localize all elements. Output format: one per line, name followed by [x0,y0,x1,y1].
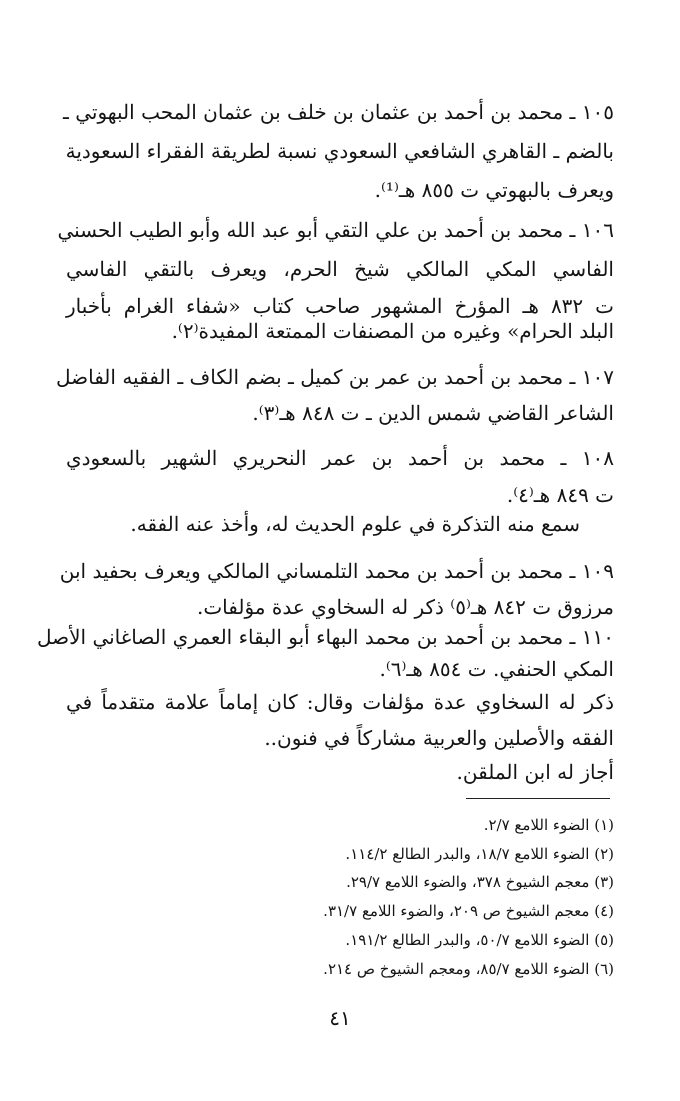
entry-105-line-3: ويعرف بالبهوتي ت ٨٥٥ هـ⁽¹⁾. [374,178,614,202]
entry-108-note: سمع منه التذكرة في علوم الحديث له، وأخذ عنه الفقه. [130,512,580,536]
entry-110-note-line-2: الفقه والأصلين والعربية مشاركاً في فنون.. [264,726,614,750]
entry-107-line-1: ١٠٧ ـ محمد بن أحمد بن عمر بن كميل ـ بضم الكاف ـ الفقيه الفاضل [55,365,614,389]
entry-109-line-1: ١٠٩ ـ محمد بن أحمد بن محمد التلمساني المالكي ويعرف بحفيد ابن [59,559,614,583]
entry-109-line-2: مرزوق ت ٨٤٢ هـ⁽٥⁾ ذكر له السخاوي عدة مؤلفات. [196,595,614,619]
footnote-6: (٦) الضوء اللامع ٨٥/٧، ومعجم الشيوخ ص ٢١٤. [323,960,614,978]
entry-105-line-1: ١٠٥ ـ محمد بن أحمد بن عثمان بن خلف بن عثمان المحب البهوتي ـ [63,100,614,124]
entry-106-line-1: ١٠٦ ـ محمد بن أحمد بن علي التقي أبو عبد الله وأبو الطيب الحسني [57,218,614,242]
footnote-5: (٥) الضوء اللامع ٥٠/٧، والبدر الطالع ١٩١/٢. [345,931,614,949]
footnote-1: (١) الضوء اللامع ٢/٧. [483,816,614,834]
entry-110-line-1: ١١٠ ـ محمد بن أحمد بن محمد البهاء أبو البقاء العمري الصاغاني الأصل [37,625,614,649]
footnote-2: (٢) الضوء اللامع ١٨/٧، والبدر الطالع ١١٤/٢. [345,845,614,863]
entry-110-note-line-3: أجاز له ابن الملقن. [456,760,614,784]
page-number: ٤١ [329,1006,351,1030]
entry-106-line-3: ت ٨٣٢ هـ المؤرخ المشهور صاحب كتاب «شفاء الغرام بأخبار [66,294,614,318]
entry-106-line-2: الفاسي المكي المالكي شيخ الحرم، ويعرف بالتقي الفاسي [66,257,614,281]
entry-108-line-2: ت ٨٤٩ هـ⁽٤⁾. [506,483,614,507]
entry-110-line-2: المكي الحنفي. ت ٨٥٤ هـ⁽٦⁾. [379,657,614,681]
entry-106-line-4: البلد الحرام» وغيره من المصنفات الممتعة المفيدة⁽٢⁾. [171,319,614,343]
footnote-4: (٤) معجم الشيوخ ص ٢٠٩، والضوء اللامع ٣١/٧. [323,902,614,920]
entry-108-line-1: ١٠٨ ـ محمد بن أحمد بن عمر النحريري الشهير بالسعودي [66,446,614,470]
entry-107-line-2: الشاعر القاضي شمس الدين ـ ت ٨٤٨ هـ⁽٣⁾. [252,401,614,425]
entry-110-note-line-1: ذكر له السخاوي عدة مؤلفات وقال: كان إماماً علامة متقدماً في [66,690,614,714]
footnote-divider [466,798,610,799]
entry-105-line-2: بالضم ـ القاهري الشافعي السعودي نسبة لطريقة الفقراء السعودية [65,139,614,163]
footnote-3: (٣) معجم الشيوخ ٣٧٨، والضوء اللامع ٢٩/٧. [346,873,614,891]
